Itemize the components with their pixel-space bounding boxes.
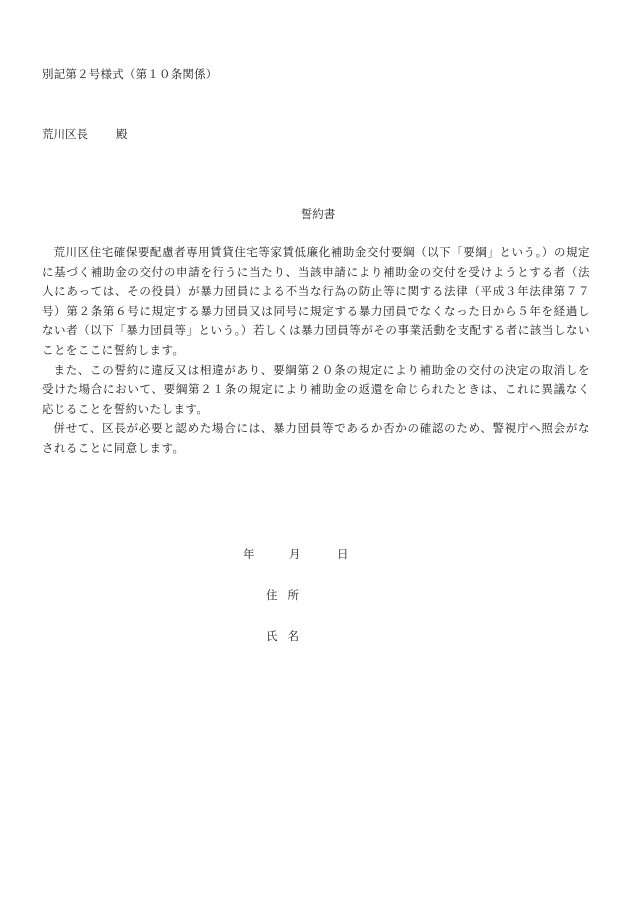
- date-day-label: 日: [337, 547, 349, 561]
- addressee-honorific: 殿: [116, 127, 128, 141]
- pledge-body: [42, 243, 590, 459]
- pledge-paragraph-1: 荒川区住宅確保要配慮者専用賃貸住宅等家賃低廉化補助金交付要綱（以下「要綱」という。）の規定に基づく補助金の交付の申請を行うに当たり、当該申請により補助金の交付を受けようとする者（法人にあっては、その役員）が暴力団員による不当な行為の防止等に関する法律（平成３年法律第７７号）第２条第６号に規定する暴力団員又は同号に規定する暴力団員でなくなった日から５年を経過しない者（以下「暴力団員等」という。）若しくは暴力団員等がその事業活動を支配する者に該当しないことをここに誓約します。: [42, 245, 590, 357]
- name-label-char-1: 氏: [266, 629, 278, 643]
- pledge-paragraph-2: また、この誓約に違反又は相違があり、要綱第２０条の規定により補助金の交付の決定の取消しを受けた場合において、要綱第２１条の規定により補助金の返還を命じられたときは、これに異議なく応じることを誓約いたします。: [42, 362, 590, 416]
- date-line: [243, 546, 349, 616]
- address-label-char-2: 所: [287, 588, 299, 602]
- addressee-name: 荒川区長: [42, 127, 88, 141]
- address-label-char-1: 住: [266, 588, 278, 602]
- document-title: 誓約書: [300, 207, 336, 221]
- address-row: [266, 587, 299, 603]
- addressee: [42, 126, 128, 142]
- pledge-paragraph-3: 併せて、区長が必要と認めた場合には、暴力団員等であるか否かの確認のため、警視庁へ照会がなされることに同意します。: [42, 421, 590, 455]
- name-label-char-2: 名: [287, 629, 299, 643]
- date-year-label: 年: [243, 547, 255, 561]
- date-month-label: 月: [289, 547, 301, 561]
- form-number-label: 別記第２号様式（第１０条関係）: [42, 67, 218, 81]
- name-row: [266, 628, 299, 644]
